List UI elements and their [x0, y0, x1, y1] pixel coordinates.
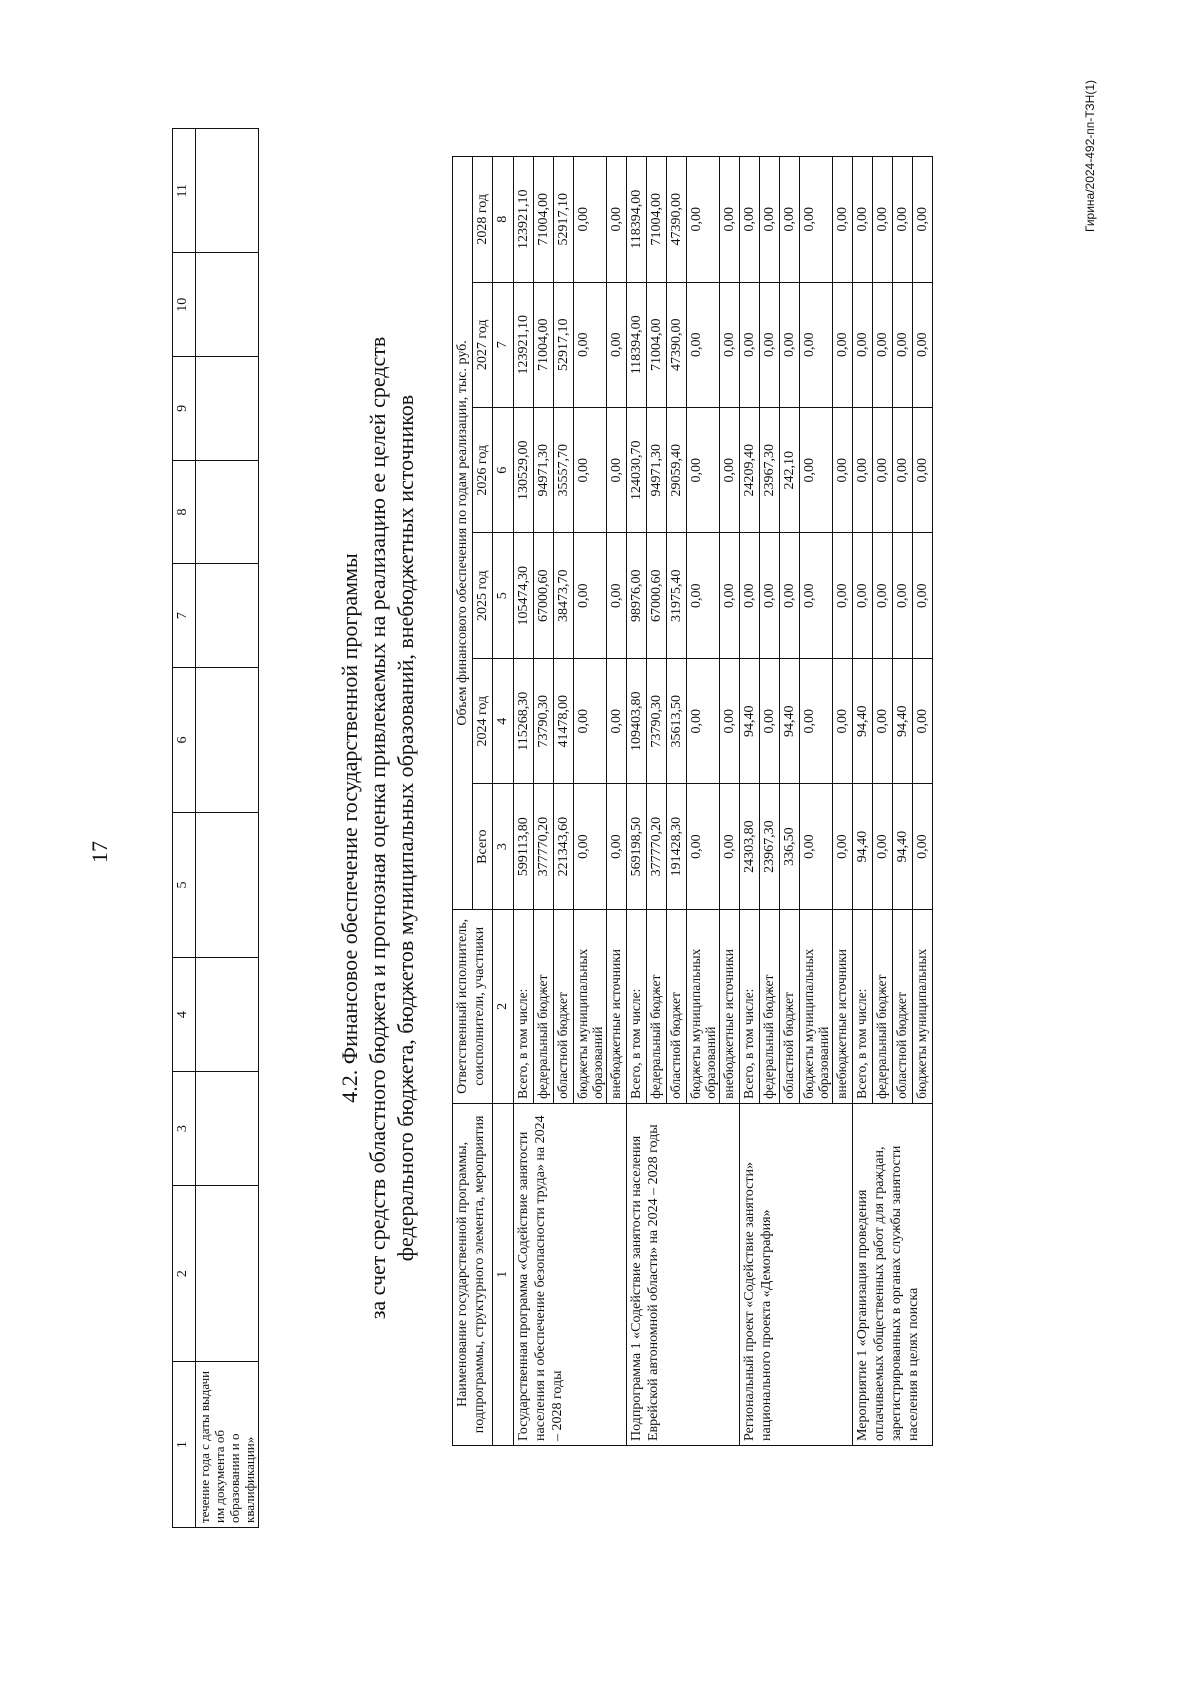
- header-cell: 6: [173, 667, 196, 812]
- value-cell: 0,00: [833, 408, 853, 533]
- value-cell: 94,40: [853, 658, 873, 783]
- value-cell: 0,00: [740, 157, 760, 283]
- value-cell: 41478,00: [554, 658, 574, 783]
- header-cell: 2: [173, 1186, 196, 1362]
- value-cell: 569198,50: [627, 784, 647, 909]
- value-cell: 124030,70: [627, 408, 647, 533]
- value-cell: 0,00: [574, 658, 607, 783]
- section-title: 4.2. Финансовое обеспечение государственной программы: [337, 553, 362, 1103]
- value-cell: 115268,30: [514, 658, 534, 783]
- value-cell: 0,00: [800, 533, 833, 658]
- value-cell: 52917,10: [554, 282, 574, 407]
- value-cell: 0,00: [574, 784, 607, 909]
- value-cell: 0,00: [913, 658, 933, 783]
- value-cell: 0,00: [574, 408, 607, 533]
- column-header-executor: Ответственный исполнитель, соисполнители, участники: [453, 909, 493, 1103]
- value-cell: 0,00: [913, 533, 933, 658]
- index-cell: 4: [493, 658, 514, 783]
- value-cell: 0,00: [687, 157, 720, 283]
- index-cell: 5: [493, 533, 514, 658]
- value-cell: 0,00: [853, 408, 873, 533]
- column-header-2024: 2024 год: [473, 658, 493, 783]
- funding-source-cell: бюджеты муниципальных образований: [800, 909, 833, 1103]
- value-cell: 0,00: [720, 408, 740, 533]
- funding-source-cell: федеральный бюджет: [873, 909, 893, 1103]
- value-cell: 0,00: [873, 533, 893, 658]
- value-cell: 29059,40: [667, 408, 687, 533]
- index-cell: 6: [493, 408, 514, 533]
- value-cell: 23967,30: [760, 408, 780, 533]
- value-cell: 0,00: [687, 658, 720, 783]
- program-name-cell: Подпрограмма 1 «Содействие занятости населения Еврейской автономной области» на 2024 – 2028 годы: [627, 1103, 740, 1445]
- funding-source-cell: внебюджетные источники: [833, 909, 853, 1103]
- value-cell: 0,00: [833, 282, 853, 407]
- value-cell: 47390,00: [667, 157, 687, 283]
- value-cell: 0,00: [687, 784, 720, 909]
- value-cell: 0,00: [853, 282, 873, 407]
- value-cell: 0,00: [760, 533, 780, 658]
- value-cell: 0,00: [687, 408, 720, 533]
- value-cell: 0,00: [893, 282, 913, 407]
- value-cell: 0,00: [873, 157, 893, 283]
- column-header-name: Наименование государственной программы, подпрограммы, структурного элемента, мероприятия: [453, 1103, 493, 1445]
- value-cell: 71004,00: [534, 282, 554, 407]
- value-cell: 123921,10: [514, 157, 534, 283]
- value-cell: 0,00: [800, 157, 833, 283]
- table-row: [627, 157, 647, 1446]
- funding-source-cell: федеральный бюджет: [760, 909, 780, 1103]
- value-cell: 118394,00: [627, 282, 647, 407]
- value-cell: 0,00: [780, 533, 800, 658]
- page-number: 17: [87, 841, 112, 863]
- funding-source-cell: Всего, в том числе:: [627, 909, 647, 1103]
- header-cell: 7: [173, 564, 196, 668]
- value-cell: 94,40: [780, 658, 800, 783]
- value-cell: 109403,80: [627, 658, 647, 783]
- section-subtitle-line: за счет средств областного бюджета и прогнозная оценка привлекаемых на реализацию ее целей средств: [365, 336, 390, 1320]
- value-cell: 0,00: [913, 784, 933, 909]
- value-cell: 0,00: [607, 157, 627, 283]
- financing-table: [452, 156, 933, 1446]
- table-row: [514, 157, 534, 1446]
- value-cell: 123921,10: [514, 282, 534, 407]
- value-cell: 0,00: [607, 658, 627, 783]
- value-cell: 23967,30: [760, 784, 780, 909]
- value-cell: 0,00: [800, 658, 833, 783]
- value-cell: 0,00: [574, 157, 607, 283]
- header-cell: 3: [173, 1072, 196, 1186]
- value-cell: 31975,40: [667, 533, 687, 658]
- value-cell: 0,00: [720, 282, 740, 407]
- value-cell: 0,00: [720, 658, 740, 783]
- value-cell: 0,00: [893, 408, 913, 533]
- funding-source-cell: федеральный бюджет: [647, 909, 667, 1103]
- value-cell: 94,40: [893, 784, 913, 909]
- index-cell: 8: [493, 157, 514, 283]
- value-cell: 35613,50: [667, 658, 687, 783]
- value-cell: 0,00: [800, 408, 833, 533]
- value-cell: 0,00: [833, 533, 853, 658]
- section-subtitle-line: федерального бюджета, бюджетов муниципальных образований, внебюджетных источников: [393, 394, 418, 1262]
- value-cell: 35557,70: [554, 408, 574, 533]
- funding-source-cell: областной бюджет: [667, 909, 687, 1103]
- program-name-cell: Мероприятие 1 «Организация проведения оплачиваемых общественных работ для граждан, зарегистрированных в органах службы занятости населения в целях поиска: [853, 1103, 933, 1445]
- value-cell: 191428,30: [667, 784, 687, 909]
- value-cell: 0,00: [833, 157, 853, 283]
- column-header-2025: 2025 год: [473, 533, 493, 658]
- value-cell: 94,40: [740, 658, 760, 783]
- table-row: [740, 157, 760, 1446]
- funding-source-cell: областной бюджет: [780, 909, 800, 1103]
- continuation-text-row: [196, 129, 259, 1528]
- value-cell: 0,00: [873, 784, 893, 909]
- value-cell: 0,00: [833, 784, 853, 909]
- value-cell: 24209,40: [740, 408, 760, 533]
- header-cell: 11: [173, 129, 196, 253]
- value-cell: 0,00: [760, 658, 780, 783]
- index-cell: 2: [493, 909, 514, 1103]
- continuation-text-cell: течение года с даты выдачи им документа об образовании и о квалификации»: [196, 1362, 259, 1528]
- funding-source-cell: областной бюджет: [554, 909, 574, 1103]
- value-cell: 94971,30: [647, 408, 667, 533]
- value-cell: 0,00: [893, 157, 913, 283]
- value-cell: 71004,00: [647, 282, 667, 407]
- value-cell: 0,00: [720, 784, 740, 909]
- header-cell: 10: [173, 253, 196, 357]
- value-cell: 599113,80: [514, 784, 534, 909]
- column-header-volume: Объем финансового обеспечения по годам реализации, тыс. руб.: [453, 157, 473, 910]
- value-cell: 221343,60: [554, 784, 574, 909]
- value-cell: 71004,00: [534, 157, 554, 283]
- value-cell: 0,00: [913, 157, 933, 283]
- document-code: Гирина/2024-492-пп-ТЗН(1): [1083, 79, 1097, 232]
- value-cell: 0,00: [760, 157, 780, 283]
- value-cell: 67000,60: [647, 533, 667, 658]
- value-cell: 377770,20: [647, 784, 667, 909]
- value-cell: 0,00: [740, 533, 760, 658]
- value-cell: 0,00: [720, 533, 740, 658]
- value-cell: 0,00: [607, 282, 627, 407]
- value-cell: 0,00: [574, 282, 607, 407]
- index-row: [493, 157, 514, 1446]
- value-cell: 0,00: [720, 157, 740, 283]
- value-cell: 0,00: [873, 282, 893, 407]
- funding-source-cell: внебюджетные источники: [720, 909, 740, 1103]
- value-cell: 0,00: [913, 282, 933, 407]
- value-cell: 0,00: [780, 157, 800, 283]
- funding-source-cell: внебюджетные источники: [607, 909, 627, 1103]
- column-header-2026: 2026 год: [473, 408, 493, 533]
- header-cell: 8: [173, 460, 196, 564]
- index-cell: 3: [493, 784, 514, 909]
- column-header-2028: 2028 год: [473, 157, 493, 283]
- value-cell: 0,00: [607, 784, 627, 909]
- section-heading: [336, 128, 420, 1528]
- header-cell: 1: [173, 1362, 196, 1528]
- funding-source-cell: бюджеты муниципальных образований: [574, 909, 607, 1103]
- value-cell: 73790,30: [647, 658, 667, 783]
- value-cell: 0,00: [913, 408, 933, 533]
- value-cell: 0,00: [607, 408, 627, 533]
- value-cell: 94971,30: [534, 408, 554, 533]
- value-cell: 0,00: [760, 282, 780, 407]
- index-cell: 7: [493, 282, 514, 407]
- program-name-cell: Государственная программа «Содействие занятости населения и обеспечение безопасности труда» на 2024 – 2028 годы: [514, 1103, 627, 1445]
- value-cell: 105474,30: [514, 533, 534, 658]
- value-cell: 0,00: [853, 533, 873, 658]
- value-cell: 0,00: [687, 282, 720, 407]
- value-cell: 71004,00: [647, 157, 667, 283]
- value-cell: 0,00: [800, 784, 833, 909]
- header-cell: 5: [173, 813, 196, 958]
- funding-source-cell: бюджеты муниципальных образований: [687, 909, 720, 1103]
- column-header-total: Всего: [473, 784, 493, 909]
- value-cell: 118394,00: [627, 157, 647, 283]
- value-cell: 98976,00: [627, 533, 647, 658]
- value-cell: 94,40: [853, 784, 873, 909]
- value-cell: 336,50: [780, 784, 800, 909]
- value-cell: 0,00: [833, 658, 853, 783]
- funding-source-cell: бюджеты муниципальных: [913, 909, 933, 1103]
- continuation-table: [172, 128, 259, 1528]
- value-cell: 0,00: [800, 282, 833, 407]
- value-cell: 0,00: [780, 282, 800, 407]
- value-cell: 130529,00: [514, 408, 534, 533]
- value-cell: 38473,70: [554, 533, 574, 658]
- value-cell: 94,40: [893, 658, 913, 783]
- funding-source-cell: областной бюджет: [893, 909, 913, 1103]
- value-cell: 0,00: [574, 533, 607, 658]
- table-row: [853, 157, 873, 1446]
- value-cell: 73790,30: [534, 658, 554, 783]
- funding-source-cell: Всего, в том числе:: [740, 909, 760, 1103]
- program-name-cell: Региональный проект «Содействие занятости» национального проекта «Демография»: [740, 1103, 853, 1445]
- funding-source-cell: Всего, в том числе:: [514, 909, 534, 1103]
- value-cell: 0,00: [893, 533, 913, 658]
- index-cell: 1: [493, 1103, 514, 1445]
- value-cell: 67000,60: [534, 533, 554, 658]
- value-cell: 0,00: [687, 533, 720, 658]
- value-cell: 242,10: [780, 408, 800, 533]
- header-cell: 4: [173, 958, 196, 1072]
- value-cell: 52917,10: [554, 157, 574, 283]
- continuation-header-row: [173, 129, 196, 1528]
- value-cell: 0,00: [873, 658, 893, 783]
- value-cell: 24303,80: [740, 784, 760, 909]
- value-cell: 0,00: [740, 282, 760, 407]
- value-cell: 0,00: [873, 408, 893, 533]
- header-cell: 9: [173, 357, 196, 461]
- landscape-page: [40, 40, 1200, 1640]
- value-cell: 0,00: [607, 533, 627, 658]
- value-cell: 0,00: [853, 157, 873, 283]
- funding-source-cell: Всего, в том числе:: [853, 909, 873, 1103]
- funding-source-cell: федеральный бюджет: [534, 909, 554, 1103]
- value-cell: 47390,00: [667, 282, 687, 407]
- value-cell: 377770,20: [534, 784, 554, 909]
- column-header-2027: 2027 год: [473, 282, 493, 407]
